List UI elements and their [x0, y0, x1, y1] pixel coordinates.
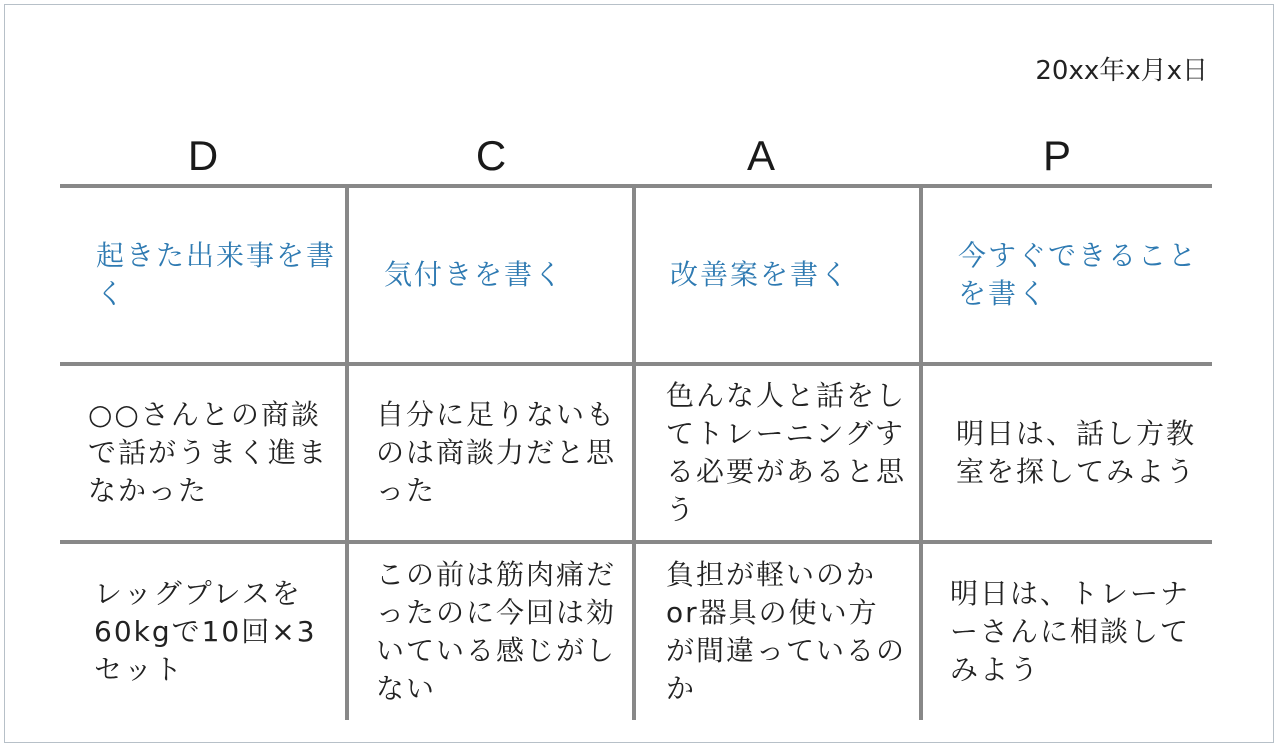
- row2-p-text: 明日は、トレーナーさんに相談してみよう: [950, 577, 1191, 686]
- header-d: D: [187, 132, 219, 179]
- instruction-c: 気付きを書く: [384, 258, 565, 291]
- header-a: A: [746, 132, 775, 179]
- header-c: C: [475, 132, 507, 179]
- row1-a-text: 色んな人と話をしてトレーニングする必要があると思う: [666, 379, 907, 526]
- grid-line-col2: [632, 186, 636, 720]
- row2-a-text: 負担が軽いのかor器具の使い方が間違っているのか: [666, 558, 907, 705]
- row2-d-text: レッグプレスを60kgで10回×3セット: [94, 577, 317, 686]
- header-p: P: [1042, 132, 1071, 179]
- instruction-p: 今すぐできることを書く: [958, 239, 1199, 310]
- row1-p-text: 明日は、話し方教室を探してみよう: [956, 417, 1197, 488]
- instruction-d: 起きた出来事を書く: [96, 239, 337, 310]
- row1-d-text: ○○さんとの商談で話がうまく進まなかった: [88, 398, 329, 507]
- grid-line-col3: [919, 186, 923, 720]
- row1-c-text: 自分に足りないものは商談力だと思った: [376, 398, 617, 507]
- grid-line-col1: [345, 186, 349, 720]
- date-label: 20xx年x月x日: [1035, 56, 1208, 86]
- instruction-a: 改善案を書く: [670, 258, 851, 291]
- row2-c-text: この前は筋肉痛だったのに今回は効いている感じがしない: [376, 558, 617, 705]
